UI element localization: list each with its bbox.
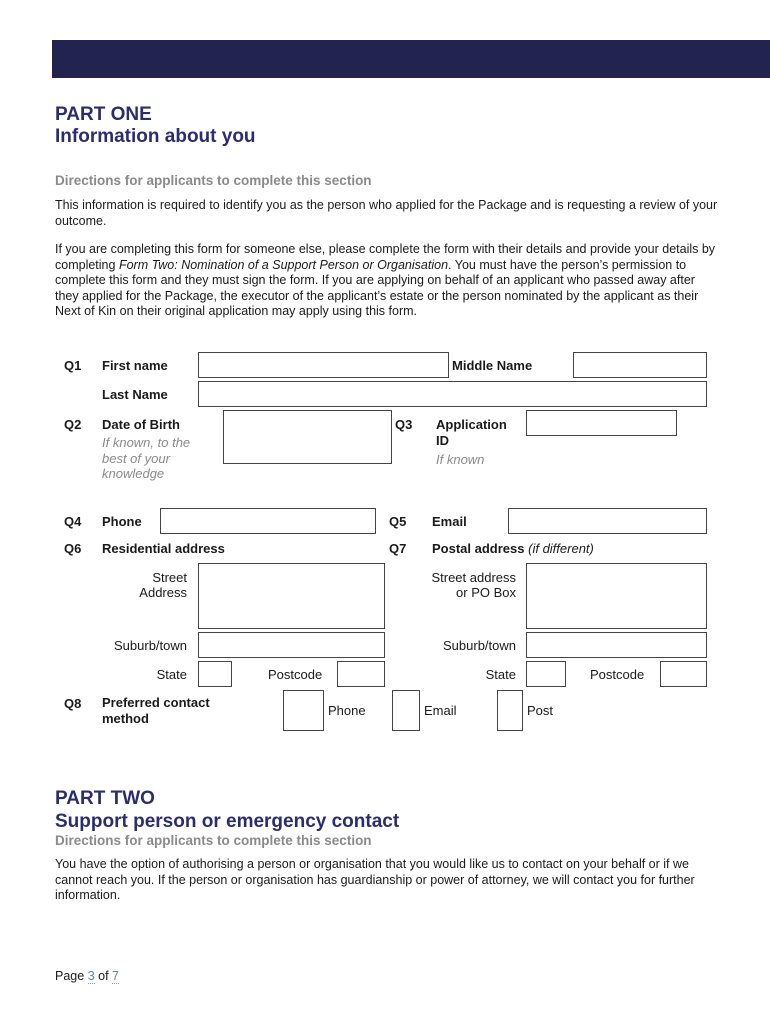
part-one-instructions: [55, 242, 720, 320]
post-street-input[interactable]: [526, 563, 707, 629]
part-one-directions: Directions for applicants to complete this section: [55, 173, 372, 188]
contact-method-label: Preferred contact method: [102, 695, 210, 726]
res-suburb-input[interactable]: [198, 632, 385, 658]
q1-number: Q1: [64, 358, 82, 373]
last-name-label: Last Name: [102, 387, 168, 402]
q7-number: Q7: [389, 541, 407, 556]
post-state-label: State: [485, 667, 516, 682]
page-word: Page: [55, 969, 85, 983]
contact-phone-label: Phone: [328, 703, 366, 718]
application-id-label: Application ID: [436, 417, 507, 448]
post-postcode-input[interactable]: [660, 661, 707, 687]
part-one-intro: This information is required to identify you as the person who applied for the Package and is requesting a review of your outcome.: [55, 198, 718, 228]
contact-phone-checkbox[interactable]: [283, 690, 324, 731]
part-one-title: Information about you: [55, 126, 256, 147]
first-name-label: First name: [102, 358, 168, 373]
first-name-input[interactable]: [198, 352, 449, 378]
post-suburb-label: Suburb/town: [443, 638, 516, 653]
phone-input[interactable]: [160, 508, 376, 534]
postal-address-hint: (if different): [528, 541, 594, 556]
dob-input[interactable]: [223, 410, 392, 464]
total-pages-number: 7: [112, 969, 119, 983]
contact-email-label: Email: [424, 703, 457, 718]
dob-label: Date of Birth: [102, 417, 180, 432]
res-street-label: Street Address: [139, 570, 187, 600]
q6-number: Q6: [64, 541, 82, 556]
email-input[interactable]: [508, 508, 707, 534]
post-street-label: Street address or PO Box: [431, 570, 516, 600]
res-street-input[interactable]: [198, 563, 385, 629]
q2-number: Q2: [64, 417, 82, 432]
res-postcode-input[interactable]: [337, 661, 385, 687]
last-name-input[interactable]: [198, 381, 707, 407]
application-id-input[interactable]: [526, 410, 677, 436]
part-two-title: Support person or emergency contact: [55, 811, 400, 832]
form-two-reference: Form Two: Nomination of a Support Person or Organisation: [118, 257, 449, 272]
contact-post-label: Post: [527, 703, 554, 718]
post-state-input[interactable]: [526, 661, 566, 687]
postal-address-label: Postal address: [432, 541, 525, 556]
post-postcode-label: Postcode: [590, 667, 645, 682]
contact-email-checkbox[interactable]: [392, 690, 420, 731]
para2-text-a: If you are completing this form for someone else, please complete the form with their details and provide your details by completing: [55, 242, 716, 272]
res-state-input[interactable]: [198, 661, 232, 687]
postal-address-heading: [432, 541, 594, 556]
application-id-hint: If known: [436, 452, 485, 467]
q8-number: Q8: [64, 696, 82, 711]
part-two-directions: Directions for applicants to complete this section: [55, 833, 372, 848]
q3-number: Q3: [395, 417, 413, 432]
header-banner: [52, 40, 770, 78]
q5-number: Q5: [389, 514, 407, 529]
part-one-label: PART ONE: [55, 104, 152, 125]
res-postcode-label: Postcode: [268, 667, 323, 682]
page-footer: [55, 969, 119, 983]
part-two-label: PART TWO: [55, 788, 155, 809]
middle-name-input[interactable]: [573, 352, 707, 378]
middle-name-label: Middle Name: [452, 358, 533, 373]
of-word: of: [98, 969, 109, 983]
res-state-label: State: [156, 667, 187, 682]
dob-hint: If known, to the best of your knowledge: [102, 435, 191, 481]
para2-text-b: . You must have the person’s permission to complete this form and they must sign the form. If you are applying on behalf of an applicant who passed away after they applied for the Package, the executor of the applicant’s estate or the person nominated by the applicant as their Next of Kin on their original application may apply using this form.: [55, 257, 699, 318]
current-page-number: 3: [87, 969, 95, 983]
q4-number: Q4: [64, 514, 82, 529]
email-label: Email: [432, 514, 467, 529]
contact-post-checkbox[interactable]: [497, 690, 523, 731]
residential-address-label: Residential address: [102, 541, 225, 556]
phone-label: Phone: [102, 514, 142, 529]
part-two-intro: You have the option of authorising a person or organisation that you would like us to contact on your behalf or if we cannot reach you. If the person or organisation has guardianship or power of attorney, we will contact you for further information.: [55, 857, 695, 902]
post-suburb-input[interactable]: [526, 632, 707, 658]
res-suburb-label: Suburb/town: [114, 638, 187, 653]
